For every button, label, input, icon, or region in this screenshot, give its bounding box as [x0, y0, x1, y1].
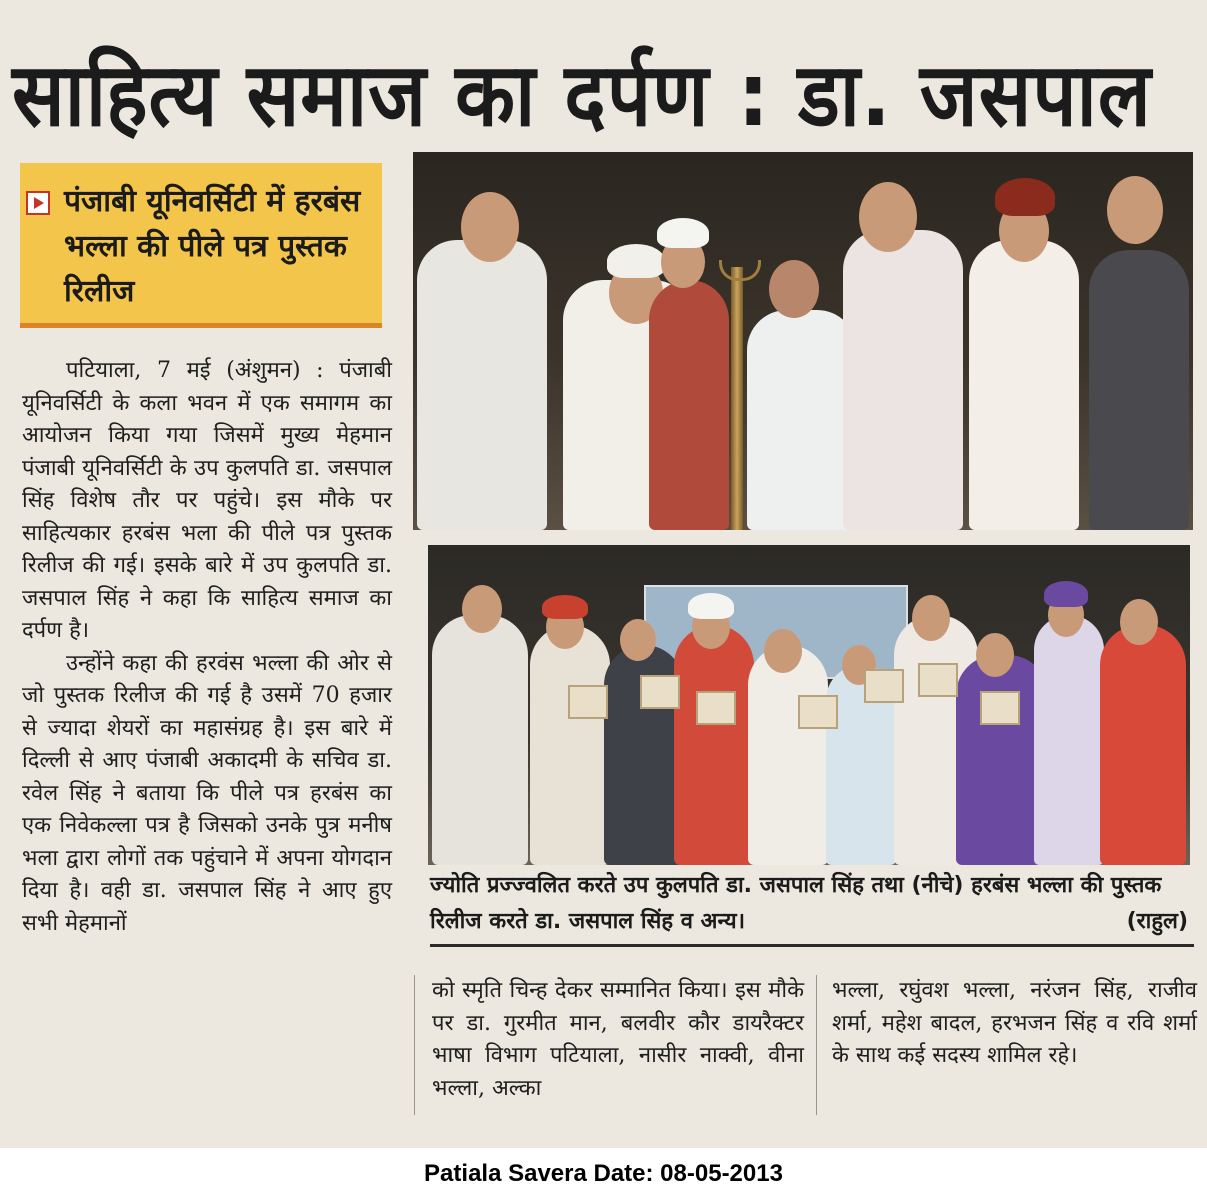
photo-caption: [430, 868, 1194, 940]
book-icon: [696, 691, 736, 725]
person-head: [620, 619, 656, 661]
subheadline-box: [20, 163, 382, 328]
article-column-2: [432, 975, 804, 1105]
turban: [607, 244, 665, 278]
book-icon: [640, 675, 680, 709]
person: [1034, 615, 1104, 865]
article-paragraph-2: उन्होंने कहा की हरवंस भल्ला की ओर से जो पुस्तक रिलीज की गई है उसमें 70 हजार से ज्यादा शेयरों का महासंग्रह है। इस बारे में दिल्ली से आए पंजाबी अकादमी के सचिव डा. रवेल सिंह ने बताया कि पीले पत्र हरबंस का एक निवेकल्ला पत्र है जिसको उनके पुत्र मनीष भला द्वारा लोगों तक पहुंचाने में अपना योगदान दिया है। वही डा. जसपाल सिंह ने आए हुए सभी मेहमानों: [22, 650, 392, 936]
article-paragraph-3: को स्मृति चिन्ह देकर सम्मानित किया। इस मौके पर डा. गुरमीत मान, बलवीर कौर डायरैक्टर भाषा विभाग पटियाला, नासीर नाक्वी, वीना भल्ला, अल्का: [432, 978, 804, 1101]
person: [530, 625, 610, 865]
photo-lamp-lighting: [413, 152, 1193, 530]
person-head: [912, 595, 950, 641]
lamp-top-icon: [719, 260, 761, 281]
headline: साहित्य समाज का दर्पण : डा. जसपाल: [12, 45, 1152, 147]
article-paragraph-1: पटियाला, 7 मई (अंशुमन) : पंजाबी यूनिवर्सिटी के कला भवन में एक समागम का आयोजन किया गया जिसमें मुख्य मेहमान पंजाबी यूनिवर्सिटी के उप कुलपति डा. जसपाल सिंह विशेष तौर पर पहुंचे। इस मौके पर साहित्यकार हरबंस भला की पीले पत्र पुस्तक रिलीज की गई। इसके बारे में उप कुलपति डा. जसपाल सिंह ने कहा कि साहित्य समाज का दर्पण है।: [22, 358, 392, 643]
subheadline: पंजाबी यूनिवर्सिटी में हरबंस भल्ला की पीले पत्र पुस्तक रिलीज: [64, 184, 361, 309]
turban: [995, 178, 1055, 216]
person-head: [461, 192, 519, 262]
person: [843, 230, 963, 530]
person: [649, 280, 729, 530]
book-icon: [918, 663, 958, 697]
photo-credit: (राहुल): [1126, 909, 1188, 934]
person-head: [462, 585, 502, 633]
source-date-line: Patiala Savera Date: 08-05-2013: [424, 1160, 783, 1187]
book-icon: [568, 685, 608, 719]
article-column-1: [22, 355, 392, 940]
person-head: [1107, 176, 1163, 244]
photo-book-release: [428, 545, 1190, 865]
person-head: [764, 629, 802, 673]
person: [748, 645, 828, 865]
turban: [1044, 581, 1088, 607]
person: [1100, 625, 1186, 865]
person-head: [1120, 599, 1158, 645]
article-paragraph-4: भल्ला, रघुंवश भल्ला, नरंजन सिंह, राजीव शर्मा, महेश बादल, हरभजन सिंह व रवि शर्मा के साथ कई सदस्य शामिल रहे।: [832, 978, 1197, 1068]
book-icon: [798, 695, 838, 729]
person-head: [859, 182, 917, 252]
caption-text: ज्योति प्रज्ज्वलित करते उप कुलपति डा. जसपाल सिंह तथा (नीचे) हरबंस भल्ला की पुस्तक रिलीज करते डा. जसपाल सिंह व अन्य।: [430, 873, 1162, 934]
person: [747, 310, 857, 530]
person-head: [976, 633, 1014, 677]
arrow-bullet-icon: [26, 191, 50, 215]
person: [969, 240, 1079, 530]
book-icon: [864, 669, 904, 703]
lamp-icon: [731, 267, 743, 530]
article-column-3: [832, 975, 1197, 1073]
column-divider: [414, 975, 415, 1115]
person: [432, 615, 528, 865]
person: [674, 625, 754, 865]
turban: [688, 593, 734, 619]
person: [1089, 250, 1189, 530]
turban: [542, 595, 588, 619]
divider: [430, 944, 1194, 947]
person-head: [769, 260, 819, 318]
column-divider: [816, 975, 817, 1115]
book-icon: [980, 691, 1020, 725]
person: [417, 240, 547, 530]
turban: [657, 218, 709, 248]
